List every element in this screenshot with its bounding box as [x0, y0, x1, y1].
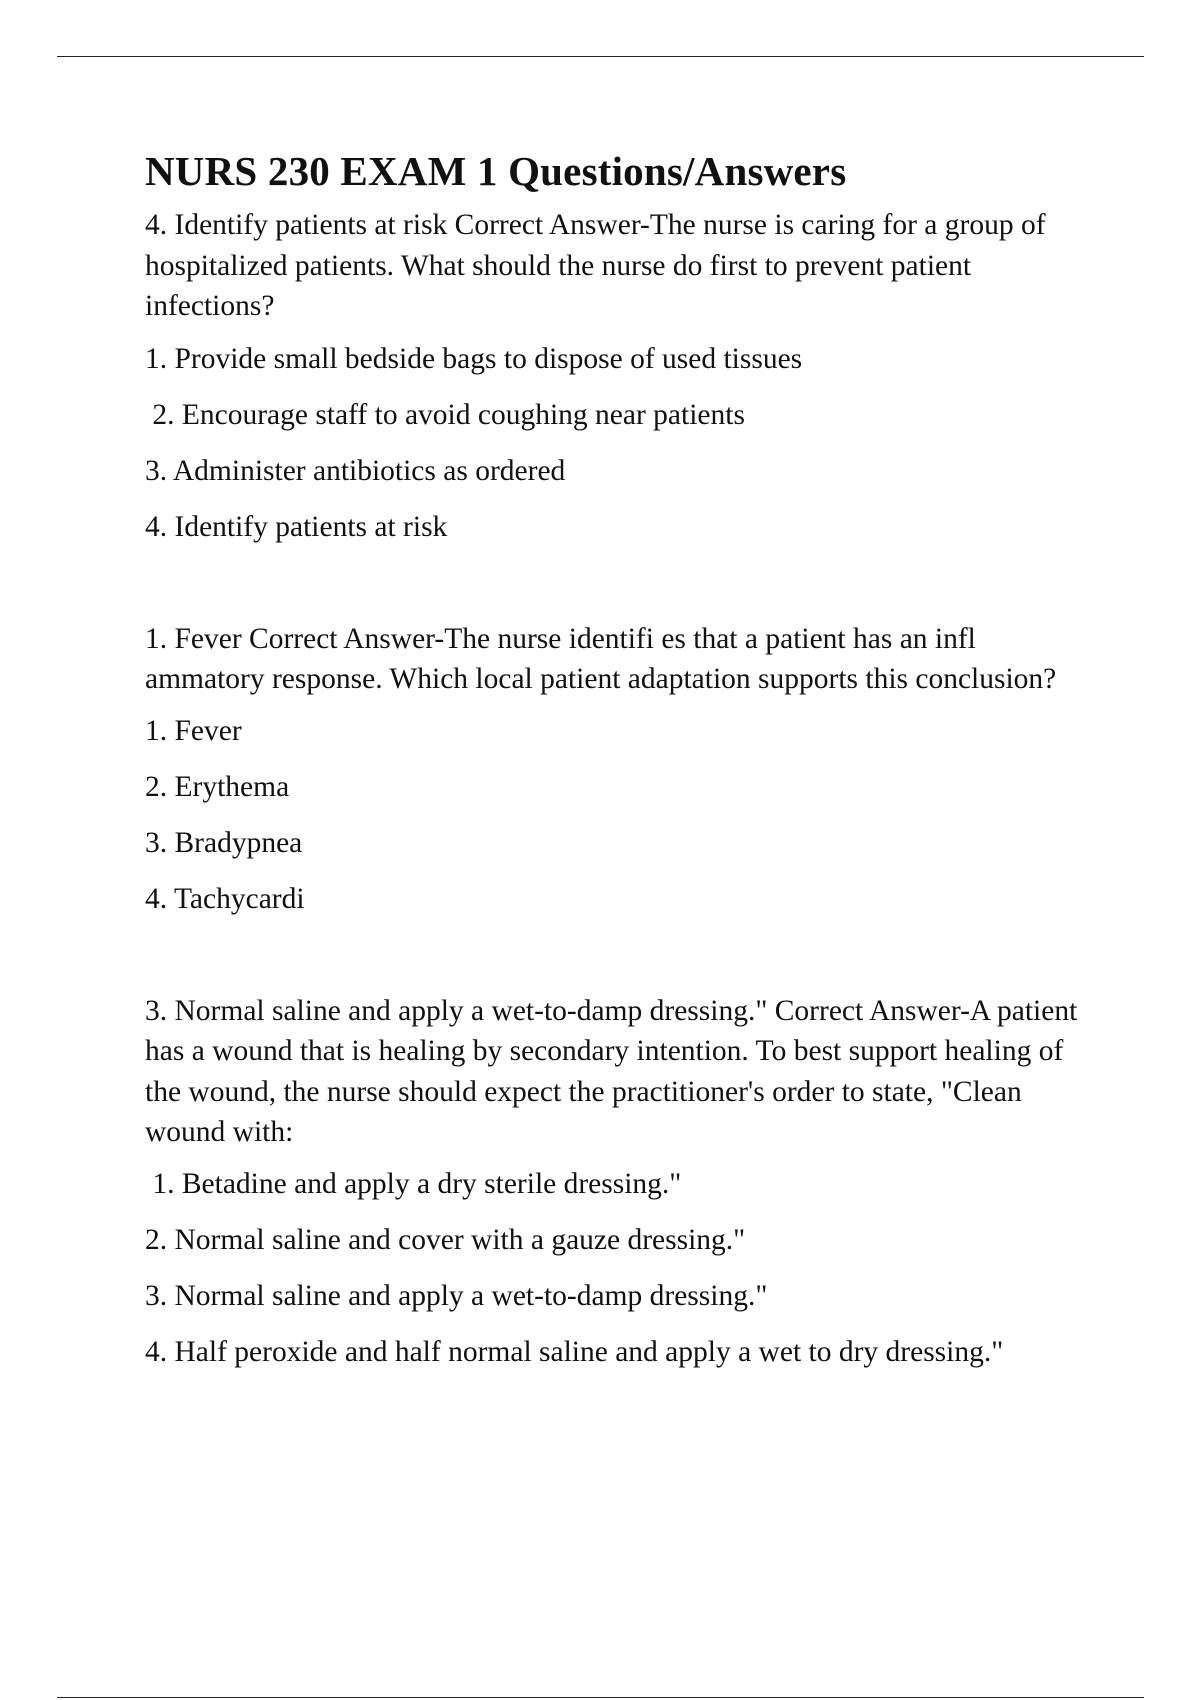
answer-option: 2. Normal saline and cover with a gauze dressing." [145, 1223, 746, 1256]
answer-option: 2. Erythema [145, 770, 290, 803]
answer-option: 3. Administer antibiotics as ordered [145, 454, 566, 487]
answer-option: 4. Tachycardi [145, 882, 305, 915]
qa-block-2 [145, 619, 1095, 919]
bottom-rule [57, 1697, 1144, 1698]
question-text: 4. Identify patients at risk Correct Answer-The nurse is caring for a group of hospitalized patients. What should the nurse do first to prevent patient infections? [145, 209, 1046, 322]
document-body [145, 145, 1095, 1388]
answer-option: 4. Identify patients at risk [145, 510, 448, 543]
question-text: 3. Normal saline and apply a wet-to-damp dressing." Correct Answer-A patient has a wound that is healing by secondary intention. To best support healing of the wound, the nurse should expect the practitioner's order to state, "Clean wound with: [145, 994, 1078, 1148]
answer-option: 3. Normal saline and apply a wet-to-damp dressing." [145, 1279, 768, 1312]
qa-block-3 [145, 991, 1095, 1372]
answer-option: 4. Half peroxide and half normal saline and apply a wet to dry dressing." [145, 1335, 1004, 1368]
answer-option: 1. Betadine and apply a dry sterile dressing." [145, 1167, 682, 1200]
top-rule [57, 56, 1144, 57]
question-text: 1. Fever Correct Answer-The nurse identifi es that a patient has an infl ammatory response. Which local patient adaptation supports this conclusion? [145, 622, 1057, 695]
answer-option: 2. Encourage staff to avoid coughing near patients [145, 398, 745, 431]
answer-option: 1. Provide small bedside bags to dispose of used tissues [145, 342, 803, 375]
answer-option: 3. Bradypnea [145, 826, 303, 859]
answer-option: 1. Fever [145, 714, 242, 747]
qa-block-1 [145, 205, 1095, 547]
document-title: NURS 230 EXAM 1 Questions/Answers [145, 148, 847, 194]
